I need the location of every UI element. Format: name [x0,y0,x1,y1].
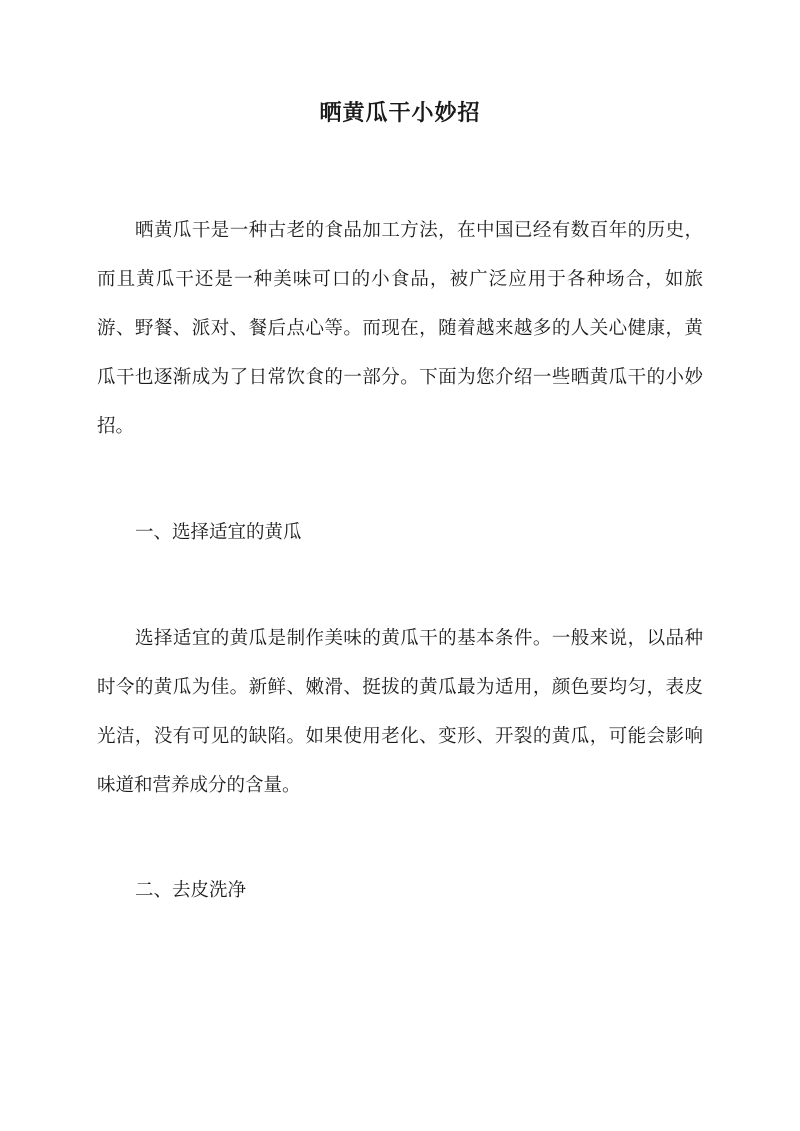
section-2-heading: 二、去皮洗净 [135,880,247,901]
section-1-paragraph: 选择适宜的黄瓜是制作美味的黄瓜干的基本条件。一般来说，以品种时令的黄瓜为佳。新鲜、嫩滑、挺拔的黄瓜最为适用，颜色要均匀，表皮光洁，没有可见的缺陷。如果使用老化、变形、开裂的黄瓜，可能会影响味道和营养成分的含量。 [97,628,703,796]
document-title: 晒黄瓜干小妙招 [319,100,481,126]
intro-paragraph: 晒黄瓜干是一种古老的食品加工方法，在中国已经有数百年的历史，而且黄瓜干还是一种美味可口的小食品，被广泛应用于各种场合，如旅游、野餐、派对、餐后点心等。而现在，随着越来越多的人关心健康，黄瓜干也逐渐成为了日常饮食的一部分。下面为您介绍一些晒黄瓜干的小妙招。 [97,220,703,437]
section-1-heading: 一、选择适宜的黄瓜 [135,522,302,543]
